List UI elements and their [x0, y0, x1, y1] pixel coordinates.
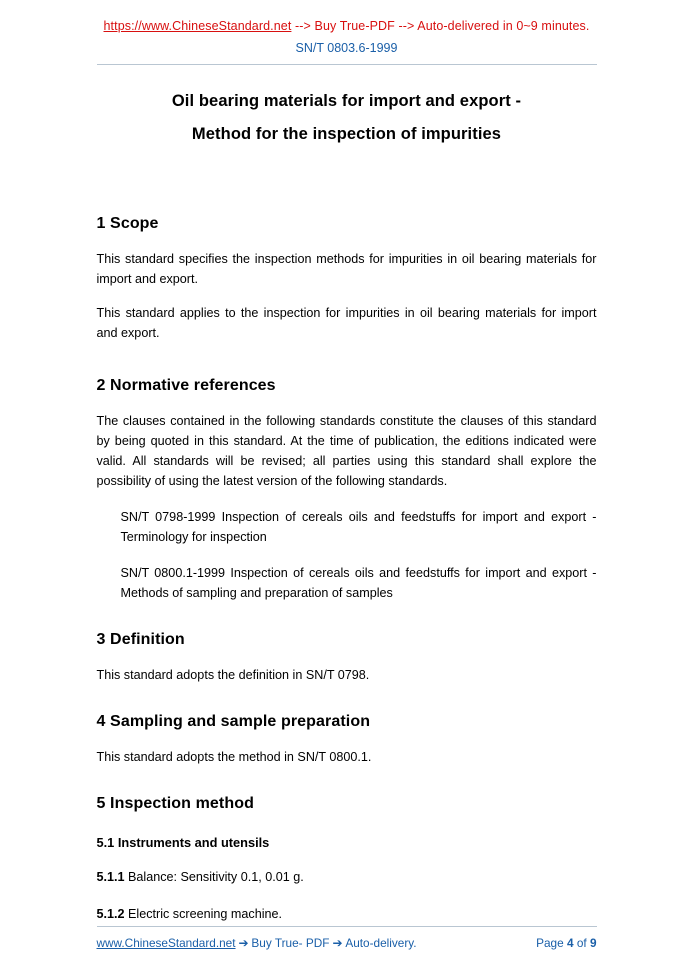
- numbered-item-text: Electric screening machine.: [124, 907, 283, 921]
- section-paragraph: This standard adopts the definition in SN/T 0798.: [96, 668, 370, 682]
- section-paragraph: This standard applies to the inspection for impurities in oil bearing materials for import and export.: [96, 306, 597, 340]
- footer-site-link[interactable]: www.ChineseStandard.net: [96, 936, 236, 950]
- section-heading: 4 Sampling and sample preparation: [96, 713, 371, 730]
- page-title: [97, 85, 597, 151]
- numbered-item-number: 5.1.1: [96, 870, 125, 884]
- numbered-item-text: Balance: Sensitivity 0.1, 0.01 g.: [124, 870, 304, 884]
- section-scope: [97, 215, 597, 343]
- footer-links: [97, 936, 417, 950]
- section-heading: 3 Definition: [96, 631, 185, 648]
- document-content: [97, 65, 597, 924]
- section-paragraph: The clauses contained in the following standards constitute the clauses of this standard by being quoted in this standard. At the time of publication, the editions indicated were valid. All standards will be revised; all parties using this standard shall explore the possibility of using the latest version of the following standards.: [96, 414, 597, 488]
- page-title-line1: Oil bearing materials for import and export -: [171, 92, 522, 110]
- section-heading: 5 Inspection method: [96, 795, 254, 812]
- page-indicator: [536, 936, 596, 950]
- of-label: of: [576, 936, 587, 950]
- section-normative-references: [97, 377, 597, 603]
- footer-delivery-text: Auto-delivery.: [345, 936, 417, 950]
- page-label: Page: [536, 936, 564, 950]
- arrow-icon: ➔: [238, 936, 249, 950]
- section-definition: [97, 631, 597, 685]
- promo-banner: [0, 0, 693, 33]
- section-paragraph: This standard adopts the method in SN/T 0800.1.: [96, 750, 372, 764]
- title-spacer: [97, 151, 597, 181]
- section-paragraph: This standard specifies the inspection methods for impurities in oil bearing materials for import and export.: [96, 252, 597, 286]
- subsection-heading: 5.1 Instruments and utensils: [96, 835, 270, 850]
- page-total: 9: [589, 936, 597, 950]
- section-heading: 1 Scope: [96, 215, 159, 232]
- section-heading: 2 Normative references: [96, 377, 276, 394]
- page-number: 4: [566, 936, 574, 950]
- arrow-icon: ➔: [332, 936, 343, 950]
- page-footer: [97, 926, 597, 950]
- standard-code: SN/T 0803.6-1999: [295, 41, 398, 55]
- page-title-line2: Method for the inspection of impurities: [191, 125, 502, 143]
- reference-item: SN/T 0798-1999 Inspection of cereals oils and feedstuffs for import and export - Terminology for inspection: [120, 510, 597, 544]
- numbered-item: [97, 904, 597, 924]
- footer-buy-link[interactable]: Buy True- PDF: [251, 936, 330, 950]
- numbered-item-number: 5.1.2: [96, 907, 125, 921]
- section-sampling: [97, 713, 597, 767]
- numbered-item: [97, 867, 597, 887]
- reference-item: SN/T 0800.1-1999 Inspection of cereals oils and feedstuffs for import and export - Methods of sampling and preparation of samples: [120, 566, 597, 600]
- section-inspection-method: [97, 795, 597, 924]
- promo-banner-text: --> Buy True-PDF --> Auto-delivered in 0~9 minutes.: [291, 19, 590, 33]
- promo-banner-url[interactable]: https://www.ChineseStandard.net: [103, 19, 292, 33]
